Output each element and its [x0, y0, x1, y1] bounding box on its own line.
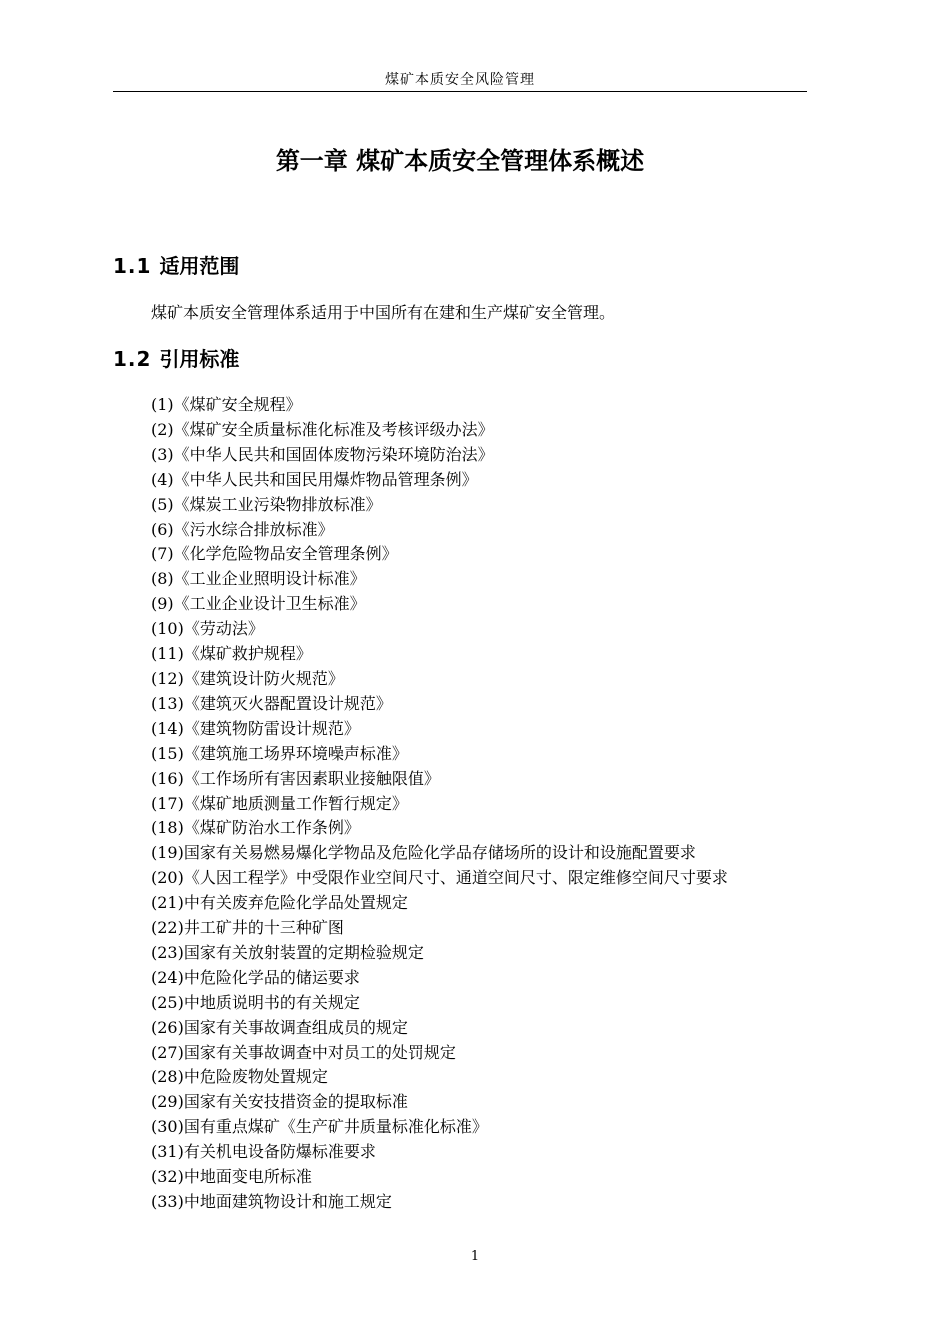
- reference-item: (23)国家有关放射装置的定期检验规定: [151, 942, 424, 962]
- reference-item: (32)中地面变电所标准: [151, 1167, 312, 1187]
- reference-item: (10)《劳动法》: [151, 619, 264, 639]
- reference-item: (12)《建筑设计防火规范》: [151, 668, 344, 688]
- section-title-text: 引用标准: [159, 347, 240, 371]
- reference-item: (2)《煤矿安全质量标准化标准及考核评级办法》: [151, 419, 494, 439]
- reference-item: (24)中危险化学品的储运要求: [151, 967, 360, 987]
- reference-item: (6)《污水综合排放标准》: [151, 519, 334, 539]
- reference-item: (33)中地面建筑物设计和施工规定: [151, 1192, 392, 1211]
- reference-item: (8)《工业企业照明设计标准》: [151, 569, 366, 589]
- section-number: 1.2: [113, 347, 152, 371]
- reference-item: (1)《煤矿安全规程》: [151, 395, 302, 414]
- section-number: 1.1: [113, 254, 152, 278]
- header-rule: [113, 91, 807, 92]
- reference-item: (7)《化学危险物品安全管理条例》: [151, 544, 398, 564]
- reference-item: (16)《工作场所有害因素职业接触限值》: [151, 768, 440, 788]
- reference-item: (4)《中华人民共和国民用爆炸物品管理条例》: [151, 469, 478, 489]
- scope-paragraph: 煤矿本质安全管理体系适用于中国所有在建和生产煤矿安全管理。: [151, 303, 616, 322]
- reference-item: (30)国有重点煤矿《生产矿井质量标准化标准》: [151, 1117, 488, 1137]
- reference-item: (19)国家有关易燃易爆化学物品及危险化学品存储场所的设计和设施配置要求: [151, 843, 696, 863]
- running-header: 煤矿本质安全风险管理: [385, 72, 535, 88]
- reference-item: (15)《建筑施工场界环境噪声标准》: [151, 743, 408, 763]
- reference-item: (11)《煤矿救护规程》: [151, 644, 312, 664]
- chapter-title: 第一章 煤矿本质安全管理体系概述: [275, 147, 645, 175]
- reference-item: (5)《煤炭工业污染物排放标准》: [151, 494, 382, 514]
- reference-item: (13)《建筑灭火器配置设计规范》: [151, 693, 392, 713]
- reference-item: (31)有关机电设备防爆标准要求: [151, 1142, 376, 1162]
- reference-item: (20)《人因工程学》中受限作业空间尺寸、通道空间尺寸、限定维修空间尺寸要求: [151, 868, 728, 888]
- reference-item: (25)中地质说明书的有关规定: [151, 992, 360, 1012]
- reference-item: (9)《工业企业设计卫生标准》: [151, 594, 366, 614]
- reference-item: (27)国家有关事故调查中对员工的处罚规定: [151, 1042, 456, 1062]
- page-number: 1: [470, 1249, 480, 1264]
- reference-list: [151, 393, 728, 1215]
- reference-item: (28)中危险废物处置规定: [151, 1067, 328, 1087]
- reference-item: (22)井工矿井的十三种矿图: [151, 918, 344, 938]
- reference-item: (18)《煤矿防治水工作条例》: [151, 818, 360, 838]
- reference-item: (21)中有关废弃危险化学品处置规定: [151, 893, 408, 913]
- reference-item: (29)国家有关安技措资金的提取标准: [151, 1092, 408, 1112]
- section-heading-references: [113, 345, 239, 373]
- reference-item: (3)《中华人民共和国固体废物污染环境防治法》: [151, 444, 494, 464]
- reference-item: (17)《煤矿地质测量工作暂行规定》: [151, 793, 408, 813]
- reference-item: (26)国家有关事故调查组成员的规定: [151, 1017, 408, 1037]
- reference-item: (14)《建筑物防雷设计规范》: [151, 718, 360, 738]
- section-heading-scope: [113, 252, 239, 280]
- section-title-text: 适用范围: [159, 254, 240, 278]
